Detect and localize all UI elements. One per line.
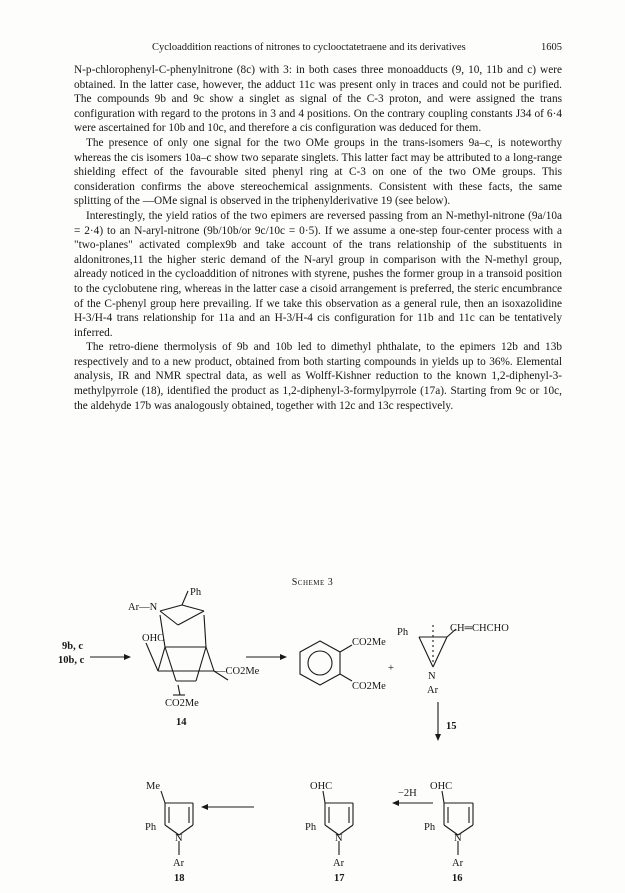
step-minus-2h: −2H (398, 788, 417, 799)
c18-me: Me (146, 781, 160, 792)
c17-ph: Ph (305, 822, 317, 833)
reaction-scheme (0, 585, 625, 885)
c17-number: 17 (334, 873, 345, 884)
c18-ar: Ar (173, 858, 185, 869)
c16-ar: Ar (452, 858, 464, 869)
phthalate-co2me-bottom: CO2Me (352, 681, 386, 692)
compound-17-structure (323, 791, 353, 855)
c15-number: 15 (446, 721, 457, 732)
compound-16-structure (442, 791, 473, 855)
c14-co2me-right: —CO2Me (215, 666, 260, 677)
body-text (74, 63, 562, 413)
c14-ar-n: Ar—N (128, 602, 158, 613)
paragraph-4: The retro-diene thermolysis of 9b and 10b led to dimethyl phthalate, to the epimers 12b and 13b respectively and to a new product, obtained from both starting compounds in yields up to 36%. Elemental analysis, IR and NMR spectral data, as well as Wolff-Kishner reduction to the known 1,2-diphenyl-3-methylpyrrole (18), identified the product as 1,2-diphenyl-3-formylpyrrole (17a). Starting from 9c or 10c, the aldehyde 17b was analogously obtained, together with 12c and 13c respectively. (74, 341, 562, 412)
page-number: 1605 (541, 42, 562, 53)
paragraph-2: The presence of only one signal for the two OMe groups in the trans-isomers 9a–c, is noteworthy whereas the cis isomers 10a–c show two separate singlets. This latter fact may be attributed to a long-range shielding effect of the favourable sited phenyl ring at C-3 on one of the two OMe groups. This consideration confirms the above stereochemical assignments. Consistent with these facts, the same splitting of the —OMe signal is observed in the triphenylderivative 19 (see below). (74, 136, 562, 208)
c15-chain: CH═CHCHO (450, 623, 509, 634)
c16-ph: Ph (424, 822, 436, 833)
compound-18-structure (161, 791, 193, 855)
start-label-9bc: 9b, c (62, 641, 83, 652)
c17-n: N (335, 833, 343, 844)
scheme-title: Scheme 3 (291, 577, 334, 588)
c16-cho: OHC (430, 781, 453, 792)
c14-ph: Ph (190, 587, 202, 598)
running-header (74, 42, 562, 58)
c14-number: 14 (176, 717, 187, 728)
c15-n: N (428, 671, 436, 682)
paragraph-1: N-p-chlorophenyl-C-phenylnitrone (8c) with 3: in both cases three monoadducts (9, 10, 11b and c) were obtained. In the latter case, however, the adduct 11c was present only in traces and could not be purified. The compounds 9b and 9c show a singlet as signal of the C-3 proton, and were assigned the trans configuration with regard to the protons in 3 and 4 positions. On the contrary coupling constants J34 of 6·4 were ascertained for 10b and 10c, and therefore a cis configuration was deduced for them. (74, 64, 562, 135)
c14-cho: OHC (142, 633, 165, 644)
c18-ph: Ph (145, 822, 157, 833)
c18-n: N (175, 833, 183, 844)
phthalate-co2me-top: CO2Me (352, 637, 386, 648)
c17-ar: Ar (333, 858, 345, 869)
c15-ar: Ar (427, 685, 439, 696)
c18-number: 18 (174, 873, 185, 884)
c16-n: N (454, 833, 462, 844)
paragraph-3: Interestingly, the yield ratios of the two epimers are reversed passing from an N-methyl-nitrone (9a/10a = 2·4) to an N-aryl-nitrone (9b/10b/or 9c/10c = 0·5). If we assume a one-step four-center process with a "two-planes" activated complex9b and take account of the trans relationship of the substituents in aldonitrones,11 the higher steric demand of the N-aryl group in comparison with the N-methyl group, already noticed in the cycloaddition of nitrones with styrene, pushes the former group in a transoid position to the cyclobutene ring, whereas in the latter case a cisoid arrangement is preferred, the steric encumbrance of the C-phenyl group here prevailing. If we take this observation as a general rule, then an isoxazolidine H-3/H-4 trans relationship for 11a and an H-3/H-4 cis configuration for 11b and 11c can be tentatively inferred. (74, 209, 562, 339)
plus-sign: + (388, 663, 394, 674)
c16-number: 16 (452, 873, 463, 884)
c15-ph: Ph (397, 627, 409, 638)
c17-cho: OHC (310, 781, 333, 792)
running-title: Cycloaddition reactions of nitrones to cyclooctatetraene and its derivatives (152, 42, 466, 53)
start-label-10bc: 10b, c (58, 655, 85, 666)
phthalate-structure (300, 641, 352, 685)
c14-co2me-bottom: CO2Me (165, 698, 199, 709)
